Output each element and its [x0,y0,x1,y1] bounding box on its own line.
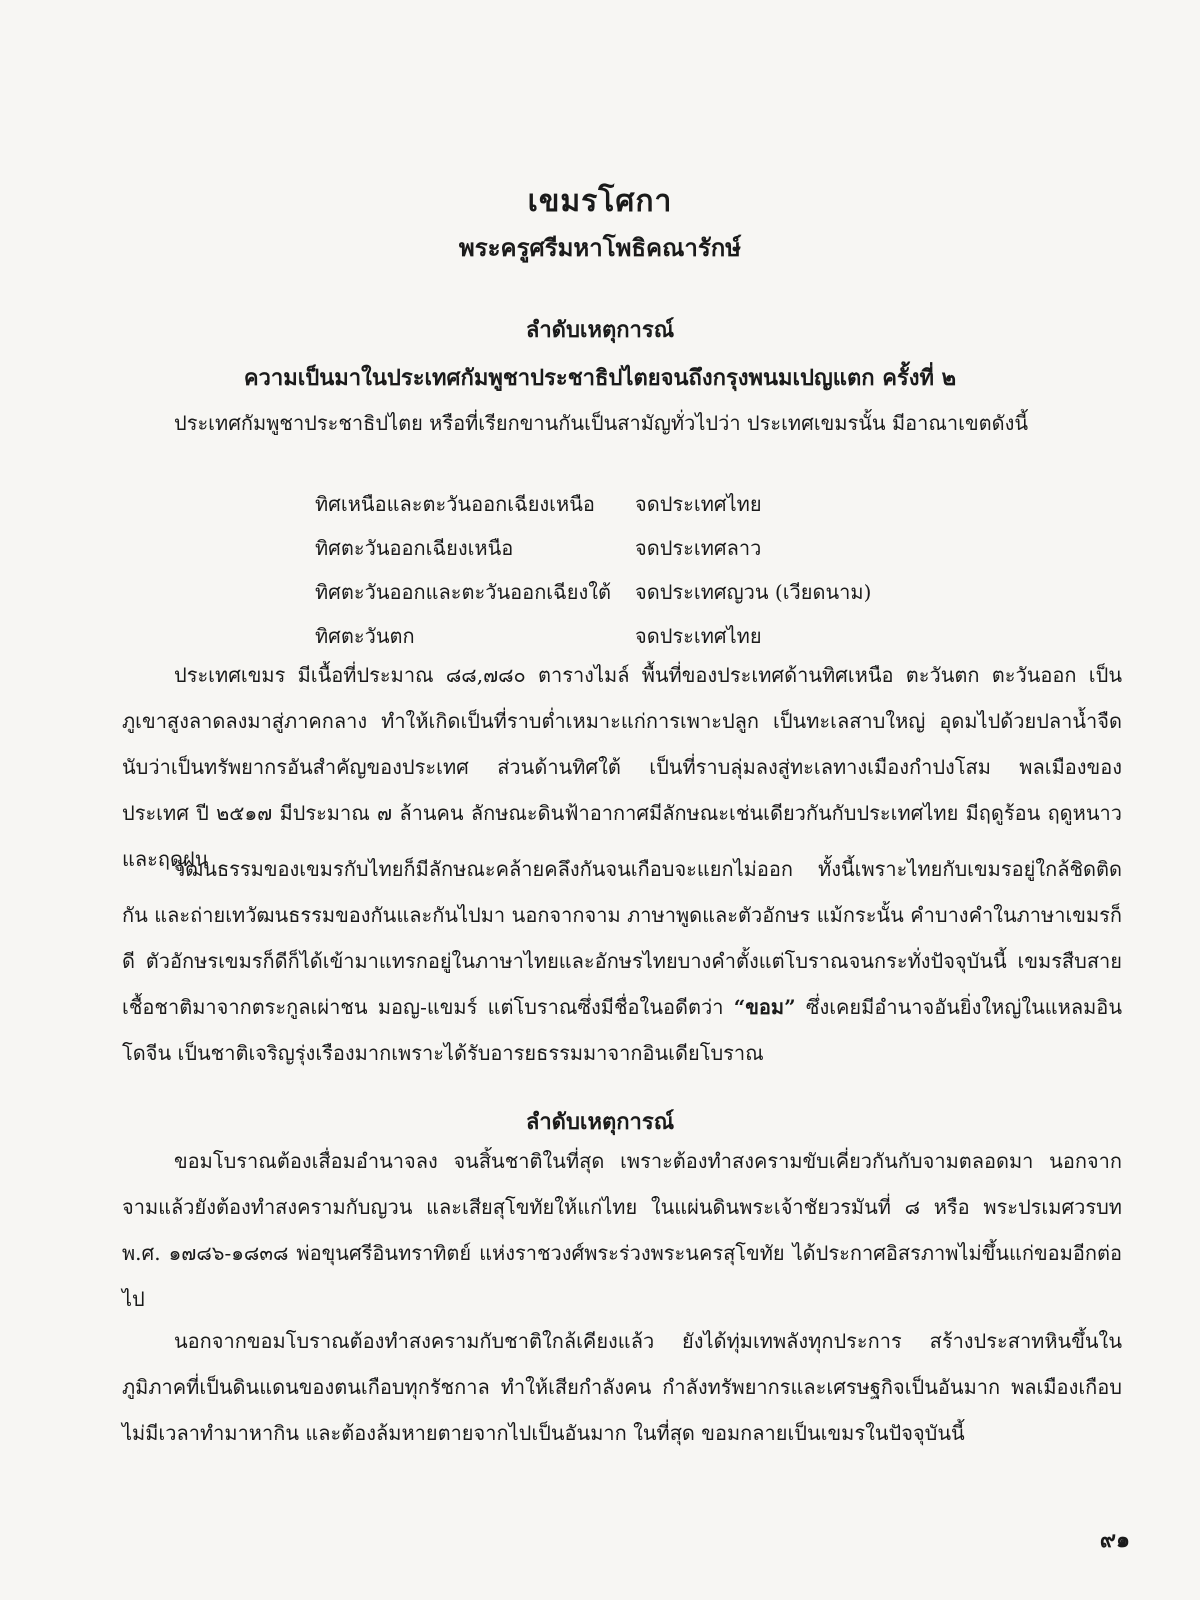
border-direction: ทิศตะวันตก [315,624,415,648]
border-adjacent: จดประเทศไทย [635,492,762,516]
border-row [315,576,1075,608]
document-author: พระครูศรีมหาโพธิคณารักษ์ [458,233,742,262]
border-direction: ทิศตะวันออกและตะวันออกเฉียงใต้ [315,580,611,604]
culture-bold-term: “ขอม” [733,995,796,1019]
geography-paragraph: ประเทศเขมร มีเนื้อที่ประมาณ ๘๘,๗๘๐ ตารางไมล์ พื้นที่ของประเทศด้านทิศเหนือ ตะวันตก ตะวันออก เป็นภูเขาสูงลาดลงมาสู่ภาคกลาง ทำให้เกิดเป็นที่ราบต่ำเหมาะแก่การเพาะปลูก เป็นทะเลสาบใหญ่ อุดมไปด้วยปลาน้ำจืด นับว่าเป็นทรัพยากรอันสำคัญของประเทศ ส่วนด้านทิศใต้ เป็นที่ราบลุ่มลงสู่ทะเลทางเมืองกำปงโสม พลเมืองของประเทศ ปี ๒๕๑๗ มีประมาณ ๗ ล้านคน ลักษณะดินฟ้าอากาศมีลักษณะเช่นเดียวกันกับประเทศไทย มีฤดูร้อน ฤดูหนาว และฤดูฝน [122,663,1122,871]
intro-paragraph: ประเทศกัมพูชาประชาธิปไตย หรือที่เรียกขานกันเป็นสามัญทั่วไปว่า ประเทศเขมรนั้น มีอาณาเขตดังนี้ [174,411,1029,435]
section-heading-3: ลำดับเหตุการณ์ [525,1109,675,1135]
page-number: ๙๑ [1099,1527,1130,1553]
culture-paragraph [122,846,1122,1076]
section-heading-1: ลำดับเหตุการณ์ [525,317,675,343]
culture-text-b: ซึ่งเคยมีอำนาจอันยิ่งใหญ่ในแหลมอินโดจีน เป็นชาติเจริญรุ่งเรืองมากเพราะได้รับอารยธรรมมาจากอินเดียโบราณ [122,995,1122,1065]
document-title: เขมรโศกา [527,184,673,219]
decline-paragraph: ขอมโบราณต้องเสื่อมอำนาจลง จนสิ้นชาติในที่สุด เพราะต้องทำสงครามขับเคี่ยวกันกับจามตลอดมา นอกจากจามแล้วยังต้องทำสงครามกับญวน และเสียสุโขทัยให้แก่ไทย ในแผ่นดินพระเจ้าชัยวรมันที่ ๘ หรือ พระปรเมศวรบท พ.ศ. ๑๗๘๖-๑๘๓๘ พ่อขุนศรีอินทราทิตย์ แห่งราชวงศ์พระร่วงพระนครสุโขทัย ได้ประกาศอิสรภาพไม่ขึ้นแก่ขอมอีกต่อไป [122,1149,1122,1311]
border-direction: ทิศตะวันออกเฉียงเหนือ [315,536,514,560]
temples-paragraph: นอกจากขอมโบราณต้องทำสงครามกับชาติใกล้เคียงแล้ว ยังได้ทุ่มเทพลังทุกประการ สร้างประสาทหินขึ้นในภูมิภาคที่เป็นดินแดนของตนเกือบทุกรัชกาล ทำให้เสียกำลังคน กำลังทรัพยากรและเศรษฐกิจเป็นอันมาก พลเมืองเกือบไม่มีเวลาทำมาหากิน และต้องล้มหายตายจากไปเป็นอันมาก ในที่สุด ขอมกลายเป็นเขมรในปัจจุบันนี้ [122,1329,1122,1445]
border-adjacent: จดประเทศไทย [635,624,762,648]
border-direction: ทิศเหนือและตะวันออกเฉียงเหนือ [315,492,595,516]
border-row [315,532,1075,564]
border-row [315,488,1075,520]
border-adjacent: จดประเทศญวน (เวียดนาม) [635,580,872,604]
border-adjacent: จดประเทศลาว [635,536,762,560]
border-row [315,620,1075,652]
section-heading-2: ความเป็นมาในประเทศกัมพูชาประชาธิปไตยจนถึงกรุงพนมเปญแตก ครั้งที่ ๒ [243,365,957,391]
culture-text-a: วัฒนธรรมของเขมรกับไทยก็มีลักษณะคล้ายคลึงกันจนเกือบจะแยกไม่ออก ทั้งนี้เพราะไทยกับเขมรอยู่ใกล้ชิดติดกัน และถ่ายเทวัฒนธรรมของกันและกันไปมา นอกจากจาม ภาษาพูดและตัวอักษร แม้กระนั้น คำบางคำในภาษาเขมรก็ดี ตัวอักษรเขมรก็ดีก็ได้เข้ามาแทรกอยู่ในภาษาไทยและอักษรไทยบางคำตั้งแต่โบราณจนกระทั่งปัจจุบันนี้ เขมรสืบสายเชื้อชาติมาจากตระกูลเผ่าชน มอญ-แขมร์ แต่โบราณซึ่งมีชื่อในอดีตว่า [122,857,1122,1019]
